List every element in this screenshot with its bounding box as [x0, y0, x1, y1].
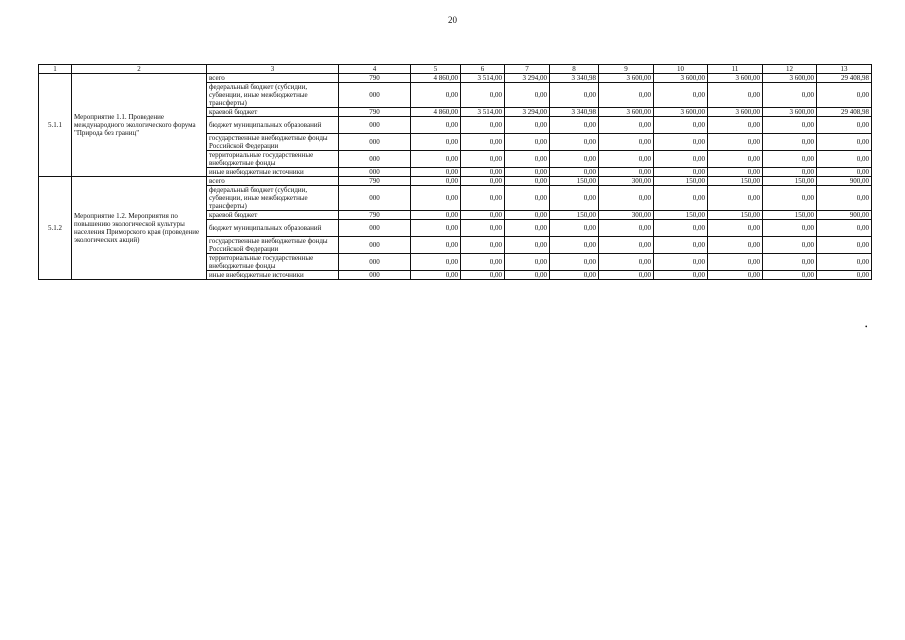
- year-value: 0,00: [411, 211, 461, 220]
- funding-source: всего: [207, 177, 339, 186]
- budget-code: 000: [339, 254, 411, 271]
- year-value: 150,00: [708, 211, 763, 220]
- year-value: 0,00: [550, 237, 599, 254]
- year-value: 0,00: [505, 186, 550, 211]
- activity-code: 5.1.2: [39, 177, 72, 280]
- year-value: 0,00: [505, 237, 550, 254]
- year-value: 0,00: [411, 134, 461, 151]
- year-value: 0,00: [599, 83, 654, 108]
- year-value: 0,00: [461, 134, 505, 151]
- year-value: 0,00: [708, 271, 763, 280]
- year-value: 0,00: [411, 151, 461, 168]
- funding-source: территориальные государственные внебюджетные фонды: [207, 151, 339, 168]
- year-value: 0,00: [654, 220, 708, 237]
- year-value: 0,00: [599, 151, 654, 168]
- year-value: 0,00: [505, 117, 550, 134]
- year-value: 300,00: [599, 177, 654, 186]
- year-value: 0,00: [550, 117, 599, 134]
- total-value: 0,00: [817, 134, 872, 151]
- year-value: 0,00: [461, 211, 505, 220]
- year-value: 3 600,00: [763, 74, 817, 83]
- funding-source: федеральный бюджет (субсидии, субвенции, иные межбюджетные трансферты): [207, 83, 339, 108]
- year-value: 0,00: [708, 254, 763, 271]
- year-value: 150,00: [708, 177, 763, 186]
- total-value: 0,00: [817, 117, 872, 134]
- budget-code: 790: [339, 177, 411, 186]
- year-value: 0,00: [708, 83, 763, 108]
- year-value: 0,00: [411, 254, 461, 271]
- year-value: 0,00: [550, 83, 599, 108]
- year-value: 3 600,00: [599, 108, 654, 117]
- budget-code: 000: [339, 271, 411, 280]
- total-value: 0,00: [817, 83, 872, 108]
- year-value: 0,00: [505, 151, 550, 168]
- funding-source: иные внебюджетные источники: [207, 168, 339, 177]
- column-header: 9: [599, 65, 654, 74]
- budget-code: 000: [339, 134, 411, 151]
- year-value: 0,00: [763, 186, 817, 211]
- total-value: 0,00: [817, 186, 872, 211]
- year-value: 3 340,98: [550, 108, 599, 117]
- year-value: 0,00: [461, 271, 505, 280]
- year-value: 0,00: [599, 117, 654, 134]
- year-value: 0,00: [505, 134, 550, 151]
- year-value: 0,00: [708, 151, 763, 168]
- year-value: 0,00: [461, 220, 505, 237]
- funding-source: государственные внебюджетные фонды Российской Федерации: [207, 237, 339, 254]
- year-value: 0,00: [411, 186, 461, 211]
- column-header: 7: [505, 65, 550, 74]
- budget-code: 000: [339, 151, 411, 168]
- funding-source: краевой бюджет: [207, 211, 339, 220]
- year-value: 0,00: [505, 168, 550, 177]
- year-value: 0,00: [708, 134, 763, 151]
- budget-code: 790: [339, 108, 411, 117]
- year-value: 3 514,00: [461, 108, 505, 117]
- year-value: 4 860,00: [411, 108, 461, 117]
- total-value: 900,00: [817, 177, 872, 186]
- year-value: 0,00: [550, 271, 599, 280]
- total-value: 900,00: [817, 211, 872, 220]
- budget-code: 000: [339, 168, 411, 177]
- column-header: 13: [817, 65, 872, 74]
- funding-source: территориальные государственные внебюджетные фонды: [207, 254, 339, 271]
- year-value: 0,00: [461, 117, 505, 134]
- year-value: 0,00: [763, 254, 817, 271]
- budget-code: 000: [339, 237, 411, 254]
- year-value: 0,00: [763, 168, 817, 177]
- year-value: 0,00: [654, 186, 708, 211]
- total-value: 0,00: [817, 271, 872, 280]
- year-value: 3 294,00: [505, 108, 550, 117]
- year-value: 0,00: [461, 177, 505, 186]
- scan-mark: •: [865, 323, 868, 331]
- year-value: 0,00: [654, 151, 708, 168]
- year-value: 3 600,00: [708, 108, 763, 117]
- funding-source: краевой бюджет: [207, 108, 339, 117]
- year-value: 0,00: [599, 134, 654, 151]
- year-value: 0,00: [461, 83, 505, 108]
- year-value: 0,00: [763, 271, 817, 280]
- total-value: 0,00: [817, 254, 872, 271]
- budget-table: [38, 64, 872, 280]
- year-value: 300,00: [599, 211, 654, 220]
- funding-source: государственные внебюджетные фонды Российской Федерации: [207, 134, 339, 151]
- year-value: 0,00: [411, 117, 461, 134]
- year-value: 0,00: [550, 134, 599, 151]
- year-value: 0,00: [461, 168, 505, 177]
- column-header: 4: [339, 65, 411, 74]
- column-header: 2: [72, 65, 207, 74]
- funding-source: федеральный бюджет (субсидии, субвенции, иные межбюджетные трансферты): [207, 186, 339, 211]
- year-value: 0,00: [550, 186, 599, 211]
- year-value: 0,00: [461, 254, 505, 271]
- year-value: 0,00: [599, 220, 654, 237]
- budget-code: 790: [339, 211, 411, 220]
- year-value: 0,00: [550, 151, 599, 168]
- column-header: 6: [461, 65, 505, 74]
- year-value: 0,00: [763, 220, 817, 237]
- column-header: 5: [411, 65, 461, 74]
- year-value: 0,00: [599, 237, 654, 254]
- table-row: [39, 177, 872, 186]
- year-value: 0,00: [411, 271, 461, 280]
- year-value: 0,00: [505, 83, 550, 108]
- column-number-row: [39, 65, 872, 74]
- year-value: 0,00: [654, 168, 708, 177]
- year-value: 150,00: [654, 211, 708, 220]
- budget-code: 000: [339, 83, 411, 108]
- year-value: 0,00: [708, 186, 763, 211]
- year-value: 0,00: [599, 186, 654, 211]
- year-value: 0,00: [505, 211, 550, 220]
- total-value: 0,00: [817, 237, 872, 254]
- year-value: 0,00: [763, 151, 817, 168]
- year-value: 0,00: [411, 237, 461, 254]
- year-value: 150,00: [763, 177, 817, 186]
- year-value: 150,00: [654, 177, 708, 186]
- page-number: 20: [448, 15, 457, 25]
- year-value: 0,00: [411, 83, 461, 108]
- activity-code: 5.1.1: [39, 74, 72, 177]
- budget-code: 000: [339, 186, 411, 211]
- funding-source: бюджет муниципальных образований: [207, 220, 339, 237]
- year-value: 0,00: [505, 177, 550, 186]
- year-value: 0,00: [550, 168, 599, 177]
- column-header: 3: [207, 65, 339, 74]
- table-row: [39, 74, 872, 83]
- year-value: 0,00: [411, 220, 461, 237]
- total-value: 29 408,98: [817, 74, 872, 83]
- year-value: 0,00: [411, 177, 461, 186]
- year-value: 3 294,00: [505, 74, 550, 83]
- year-value: 0,00: [708, 117, 763, 134]
- year-value: 0,00: [505, 254, 550, 271]
- total-value: 0,00: [817, 168, 872, 177]
- year-value: 0,00: [461, 151, 505, 168]
- year-value: 0,00: [654, 83, 708, 108]
- year-value: 3 514,00: [461, 74, 505, 83]
- year-value: 0,00: [599, 271, 654, 280]
- year-value: 0,00: [461, 186, 505, 211]
- year-value: 0,00: [763, 134, 817, 151]
- year-value: 0,00: [550, 254, 599, 271]
- year-value: 0,00: [763, 237, 817, 254]
- budget-code: 000: [339, 220, 411, 237]
- year-value: 150,00: [550, 177, 599, 186]
- year-value: 3 600,00: [708, 74, 763, 83]
- funding-source: всего: [207, 74, 339, 83]
- year-value: 3 600,00: [654, 108, 708, 117]
- year-value: 0,00: [708, 237, 763, 254]
- activity-title: Мероприятие 1.1. Проведение международного экологического форума "Природа без границ": [72, 74, 207, 177]
- year-value: 0,00: [654, 254, 708, 271]
- total-value: 0,00: [817, 220, 872, 237]
- year-value: 0,00: [654, 271, 708, 280]
- activity-title: Мероприятие 1.2. Мероприятия по повышению экологической культуры населения Приморского края (проведение экологических акций): [72, 177, 207, 280]
- year-value: 150,00: [550, 211, 599, 220]
- year-value: 0,00: [505, 220, 550, 237]
- table-body: [39, 74, 872, 280]
- year-value: 0,00: [763, 117, 817, 134]
- column-header: 8: [550, 65, 599, 74]
- budget-code: 000: [339, 117, 411, 134]
- year-value: 0,00: [763, 83, 817, 108]
- funding-source: бюджет муниципальных образований: [207, 117, 339, 134]
- year-value: 0,00: [708, 220, 763, 237]
- year-value: 0,00: [708, 168, 763, 177]
- budget-code: 790: [339, 74, 411, 83]
- year-value: 0,00: [599, 254, 654, 271]
- year-value: 3 600,00: [599, 74, 654, 83]
- year-value: 3 600,00: [763, 108, 817, 117]
- column-header: 1: [39, 65, 72, 74]
- year-value: 0,00: [599, 168, 654, 177]
- year-value: 0,00: [654, 134, 708, 151]
- year-value: 0,00: [411, 168, 461, 177]
- funding-source: иные внебюджетные источники: [207, 271, 339, 280]
- column-header: 12: [763, 65, 817, 74]
- year-value: 4 860,00: [411, 74, 461, 83]
- year-value: 0,00: [654, 117, 708, 134]
- year-value: 150,00: [763, 211, 817, 220]
- year-value: 3 600,00: [654, 74, 708, 83]
- year-value: 0,00: [550, 220, 599, 237]
- year-value: 3 340,98: [550, 74, 599, 83]
- year-value: 0,00: [654, 237, 708, 254]
- year-value: 0,00: [461, 237, 505, 254]
- column-header: 10: [654, 65, 708, 74]
- total-value: 29 408,98: [817, 108, 872, 117]
- total-value: 0,00: [817, 151, 872, 168]
- year-value: 0,00: [505, 271, 550, 280]
- column-header: 11: [708, 65, 763, 74]
